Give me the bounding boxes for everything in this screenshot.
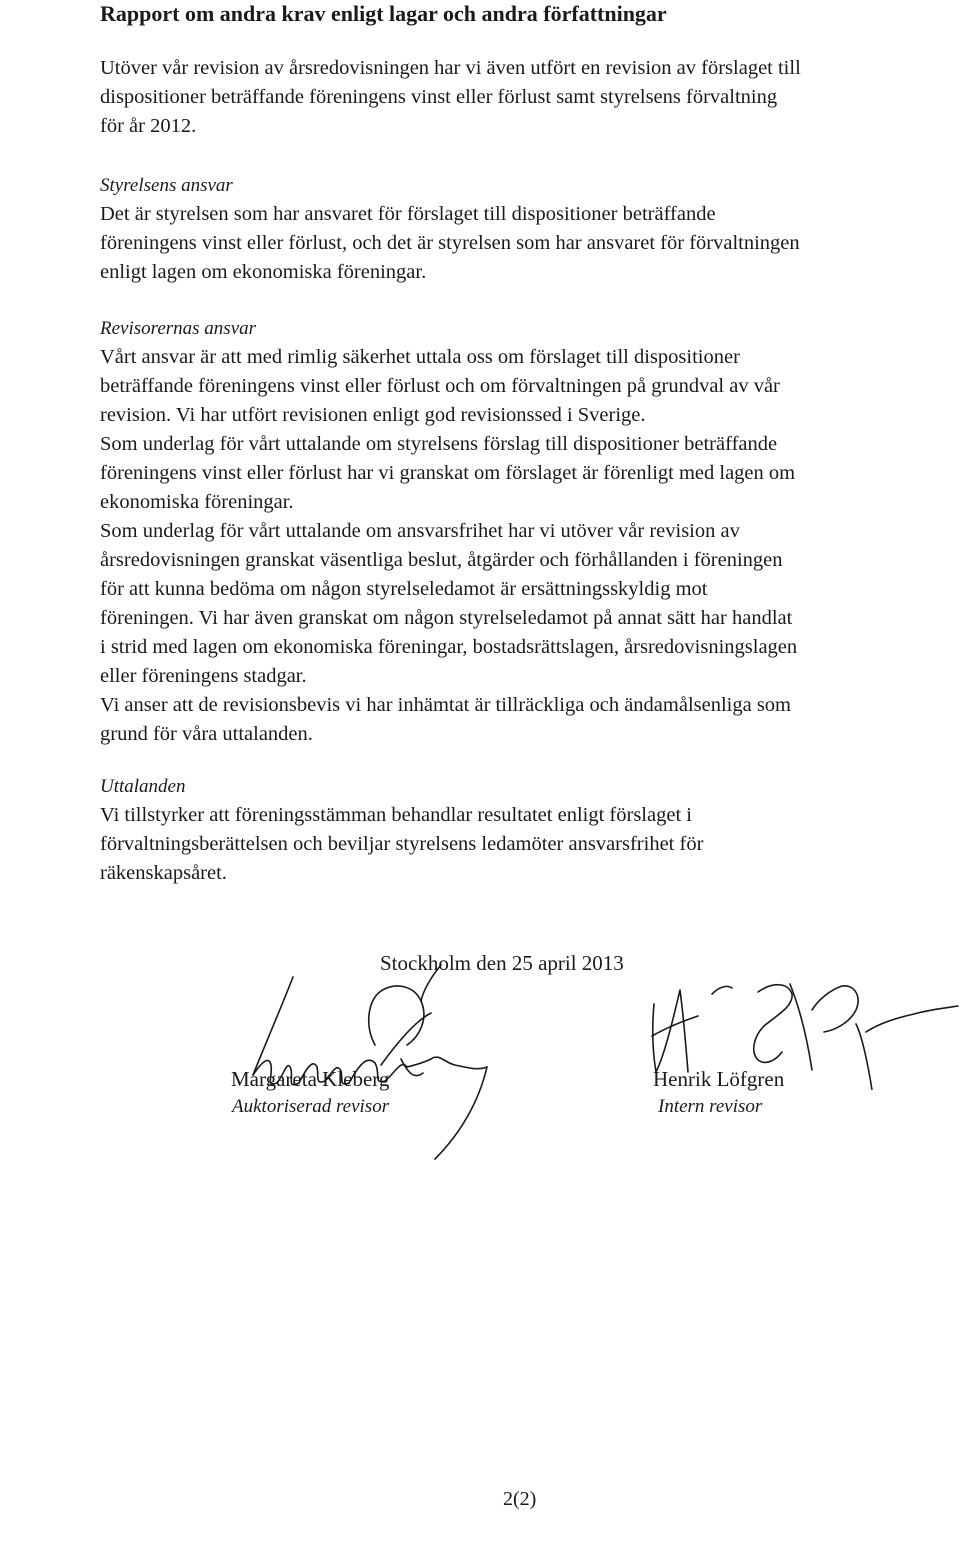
signature-left bbox=[225, 955, 495, 1165]
text-line: Det är styrelsen som har ansvaret för förslaget till dispositioner beträffande bbox=[100, 203, 716, 225]
text-line: för att kunna bedöma om någon styrelseledamot är ersättningsskyldig mot bbox=[100, 578, 708, 600]
place-and-date: Stockholm den 25 april 2013 bbox=[380, 951, 624, 975]
signatory-name-right: Henrik Löfgren bbox=[653, 1067, 785, 1091]
text-line: eller föreningens stadgar. bbox=[100, 665, 307, 687]
signatory-name-left: Margareta Kleberg bbox=[231, 1067, 390, 1091]
text-line: Som underlag för vårt uttalande om styrelsens förslag till dispositioner beträffande bbox=[100, 433, 778, 455]
page-number: 2(2) bbox=[503, 1488, 537, 1510]
text-line: beträffande föreningens vinst eller förlust och om förvaltningen på grundval av vår bbox=[100, 375, 780, 397]
intro-paragraph bbox=[100, 54, 960, 141]
section-revisorernas-ansvar bbox=[100, 314, 960, 749]
section-heading: Revisorernas ansvar bbox=[100, 318, 257, 339]
text-line: föreningen. Vi har även granskat om någon styrelseledamot på annat sätt har handlat bbox=[100, 607, 793, 629]
text-line: ekonomiska föreningar. bbox=[100, 491, 294, 513]
section-styrelsens-ansvar bbox=[100, 171, 960, 287]
text-line: Utöver vår revision av årsredovisningen har vi även utfört en revision av förslaget till bbox=[100, 57, 801, 79]
text-line: Som underlag för vårt uttalande om ansvarsfrihet har vi utöver vår revision av bbox=[100, 520, 740, 542]
text-line: förvaltningsberättelsen och beviljar styrelsens ledamöter ansvarsfrihet för bbox=[100, 833, 704, 855]
document-title: Rapport om andra krav enligt lagar och andra författningar bbox=[100, 1, 667, 26]
section-heading: Uttalanden bbox=[100, 776, 186, 797]
text-line: räkenskapsåret. bbox=[100, 862, 227, 884]
signatory-role-left: Auktoriserad revisor bbox=[232, 1096, 390, 1117]
text-line: föreningens vinst eller förlust, och det är styrelsen som har ansvaret för förvaltningen bbox=[100, 232, 800, 254]
text-line: grund för våra uttalanden. bbox=[100, 723, 313, 745]
text-line: föreningens vinst eller förlust har vi granskat om förslaget är förenligt med lagen om bbox=[100, 462, 796, 484]
text-line: Vårt ansvar är att med rimlig säkerhet uttala oss om förslaget till dispositioner bbox=[100, 346, 740, 368]
text-line: revision. Vi har utfört revisionen enligt god revisionssed i Sverige. bbox=[100, 404, 646, 426]
text-line: i strid med lagen om ekonomiska föreningar, bostadsrättslagen, årsredovisningslagen bbox=[100, 636, 798, 658]
text-line: Vi tillstyrker att föreningsstämman behandlar resultatet enligt förslaget i bbox=[100, 804, 692, 826]
text-line: Vi anser att de revisionsbevis vi har inhämtat är tillräckliga och ändamålsenliga som bbox=[100, 694, 792, 716]
text-line: dispositioner beträffande föreningens vinst eller förlust samt styrelsens förvaltning bbox=[100, 86, 778, 108]
text-line: årsredovisningen granskat väsentliga beslut, åtgärder och förhållanden i föreningen bbox=[100, 549, 783, 571]
section-heading: Styrelsens ansvar bbox=[100, 175, 233, 196]
signatory-role-right: Intern revisor bbox=[658, 1096, 763, 1117]
text-line: för år 2012. bbox=[100, 115, 197, 137]
section-uttalanden bbox=[100, 772, 960, 888]
text-line: enligt lagen om ekonomiska föreningar. bbox=[100, 261, 427, 283]
